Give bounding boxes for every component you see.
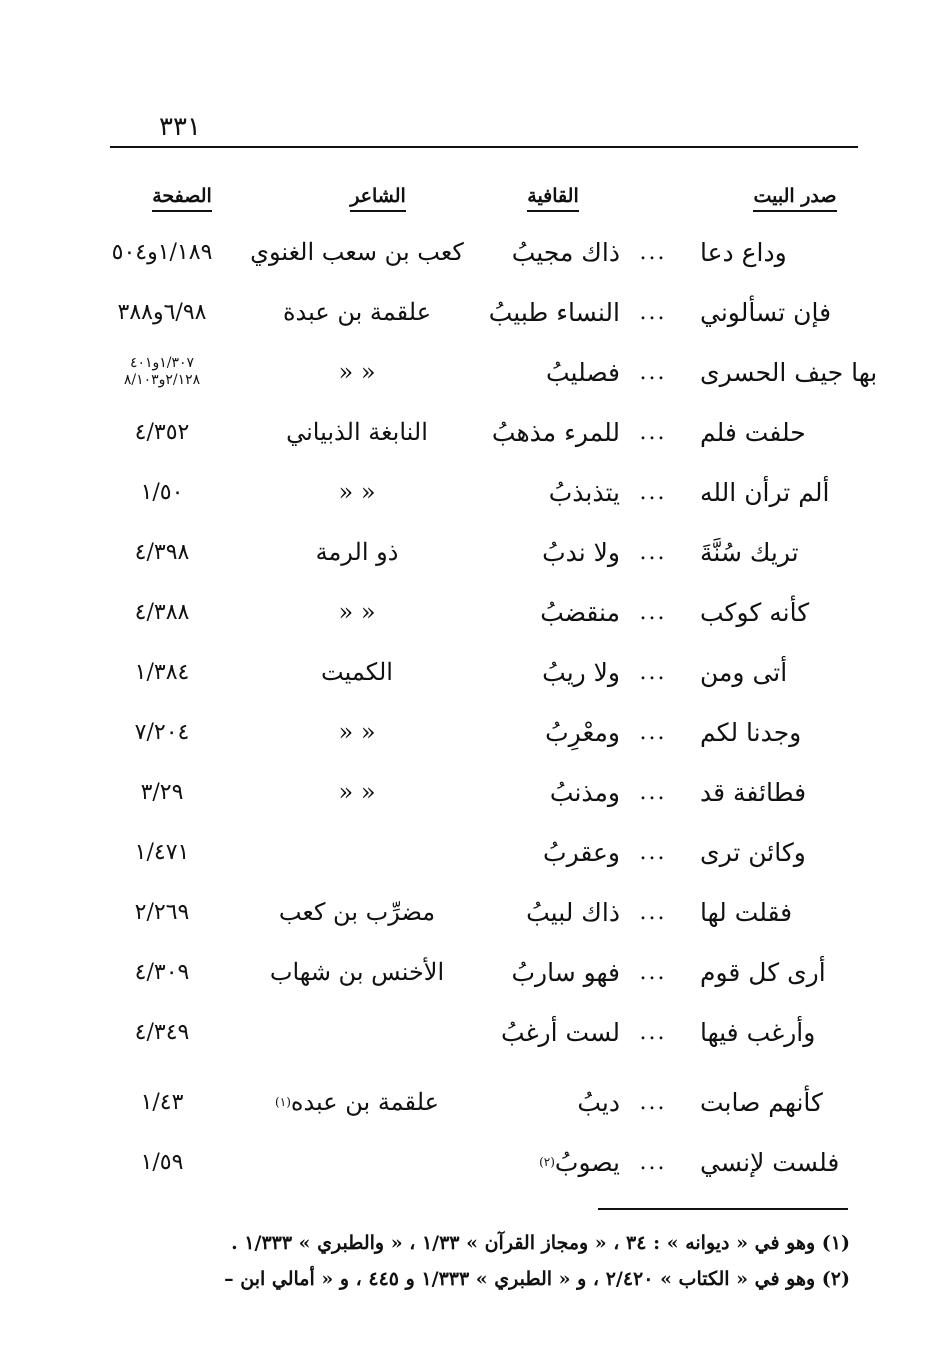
page-ref: ٤/٣٥٢ (134, 419, 190, 445)
ellipsis: ... (639, 299, 667, 325)
rhyme: فهو ساربُ (511, 957, 620, 987)
page-ref: ٤/٣٨٨ (134, 599, 190, 625)
poet-name: علقمة بن عبده (290, 1088, 439, 1116)
rhyme (520, 1132, 620, 1192)
page-ref: ٦/٩٨و٣٨٨ (117, 299, 207, 325)
verse-opening: كأنهم صابت (700, 1087, 823, 1117)
page-ref: ١/٤٧١ (134, 839, 190, 865)
rhyme: ولا ريبُ (542, 657, 620, 687)
verse-opening: بها جيف الحسرى (700, 357, 878, 387)
table-row (100, 522, 860, 582)
page-ref: ٤/٣٠٩ (134, 959, 190, 985)
verse-opening: فإن تسألوني (700, 297, 832, 327)
verse-opening: أتى ومن (700, 657, 788, 687)
verse-opening: وأرغب فيها (700, 1017, 816, 1047)
header-poet: الشاعر (348, 168, 408, 228)
rhyme-text: يصوبُ (554, 1147, 620, 1177)
ellipsis: ... (639, 779, 667, 805)
poet: علقمة بن عبدة (282, 298, 432, 326)
table-row (100, 882, 860, 942)
table-row (100, 342, 878, 402)
verse-opening: فطائفة قد (700, 777, 807, 807)
poet: « « (338, 778, 376, 806)
poet: ذو الرمة (315, 538, 399, 566)
page-ref: ٤/٣٤٩ (134, 1019, 190, 1045)
rhyme: ولا ندبُ (542, 537, 620, 567)
table-row (100, 822, 860, 882)
poet (262, 1132, 452, 1192)
page-ref: ٣/٢٩ (140, 779, 184, 805)
poet: « « (338, 358, 376, 386)
footnote: (٢) وهو في « الكتاب » ٢/٤٢٠ ، و « الطبري » ١/٣٣٣ و ٤٤٥ ، و « أمالي ابن – (224, 1268, 850, 1290)
table-row (100, 222, 860, 282)
page-ref: ١/٣٨٤ (134, 659, 190, 685)
page-ref: ١/٥٠ (140, 479, 184, 505)
verse-opening: ألم ترأن الله (700, 477, 830, 507)
ellipsis: ... (639, 899, 667, 925)
ellipsis: ... (639, 479, 667, 505)
rhyme: ومذنبُ (549, 777, 620, 807)
table-row (100, 1072, 860, 1132)
page-ref: ١/١٨٩و٥٠٤ (111, 239, 213, 265)
ellipsis: ... (639, 1089, 667, 1115)
rhyme: ذاك لبيبُ (526, 897, 620, 927)
page-ref: ٤/٣٩٨ (134, 539, 190, 565)
poet: النابغة الذبياني (286, 418, 428, 446)
page-ref: ١/٥٩ (140, 1149, 184, 1175)
table-row (100, 642, 860, 702)
ellipsis: ... (639, 719, 667, 745)
footnotes (110, 1225, 850, 1297)
verse-opening: أرى كل قوم (700, 957, 826, 987)
poet (262, 1072, 452, 1132)
page-ref: ١/٤٣ (140, 1089, 184, 1115)
poet: « « (338, 598, 376, 626)
table-row (100, 942, 860, 1002)
table-row (100, 1002, 860, 1062)
header-rule (110, 146, 858, 148)
verse-opening: فقلت لها (700, 897, 793, 927)
ellipsis: ... (639, 1149, 667, 1175)
poet: « « (338, 478, 376, 506)
poet: « « (338, 718, 376, 746)
ellipsis: ... (639, 839, 667, 865)
rhyme: وعقربُ (543, 837, 620, 867)
footnote-marker: (٢) (539, 1155, 555, 1169)
rhyme: منقضبُ (540, 597, 620, 627)
verse-opening: تريك سُنَّةَ (700, 537, 799, 567)
footnote: (١) وهو في « ديوانه » : ٣٤ ، « ومجاز القرآن » ١/٣٣ ، « والطبري » ١/٣٣٣ . (231, 1232, 850, 1254)
verse-opening: وداع دعا (700, 237, 787, 267)
ellipsis: ... (639, 419, 667, 445)
rhyme: النساء طبيبُ (488, 297, 620, 327)
table-row (100, 402, 860, 462)
header-rhyme: القافية (512, 168, 594, 228)
ellipsis: ... (639, 599, 667, 625)
rhyme: يتذبذبُ (548, 477, 620, 507)
ellipsis: ... (639, 1019, 667, 1045)
rhyme: لست أرغبُ (500, 1017, 620, 1047)
table-header (100, 168, 860, 228)
poet: الكميت (321, 658, 393, 686)
page-number: ٣٣١ (159, 112, 201, 142)
header-page: الصفحة (152, 168, 212, 228)
ellipsis: ... (639, 539, 667, 565)
page-ref: ٧/٢٠٤ (134, 719, 190, 745)
poet (262, 1002, 452, 1062)
ellipsis: ... (639, 239, 667, 265)
poet (262, 822, 452, 882)
page-ref-line: ١/٣٠٧و٤٠١ (129, 355, 195, 371)
poet: الأخنس بن شهاب (269, 958, 445, 986)
rhyme: فصليبُ (546, 357, 620, 387)
table-row (100, 462, 860, 522)
page-ref: ٢/٢٦٩ (134, 899, 190, 925)
footnote-rule (598, 1208, 848, 1210)
page-ref (92, 342, 232, 402)
poet: كعب بن سعب الغنوي (250, 238, 464, 266)
table-row (100, 282, 860, 342)
table-row (100, 762, 860, 822)
table-row (100, 582, 860, 642)
poet: مضرِّب بن كعب (278, 898, 436, 926)
verse-opening: وكائن ترى (700, 837, 806, 867)
page-ref-line: ٢/١٢٨و٨/١٠٣ (123, 372, 201, 388)
footnote-marker: (١) (275, 1095, 291, 1109)
ellipsis: ... (639, 359, 667, 385)
ellipsis: ... (639, 959, 667, 985)
header-verse: صدر البيت (740, 168, 850, 228)
table-row (100, 702, 860, 762)
verse-opening: فلست لإنسي (700, 1147, 840, 1177)
table-row (100, 1132, 860, 1192)
verse-opening: وجدنا لكم (700, 717, 802, 747)
verse-opening: حلفت فلم (700, 417, 806, 447)
rhyme: ومعْرِبُ (545, 717, 620, 747)
rhyme: ذاك مجيبُ (511, 237, 620, 267)
rhyme: ديبُ (577, 1087, 620, 1117)
ellipsis: ... (639, 659, 667, 685)
verse-opening: كأنه كوكب (700, 597, 810, 627)
rhyme: للمرء مذهبُ (491, 417, 620, 447)
